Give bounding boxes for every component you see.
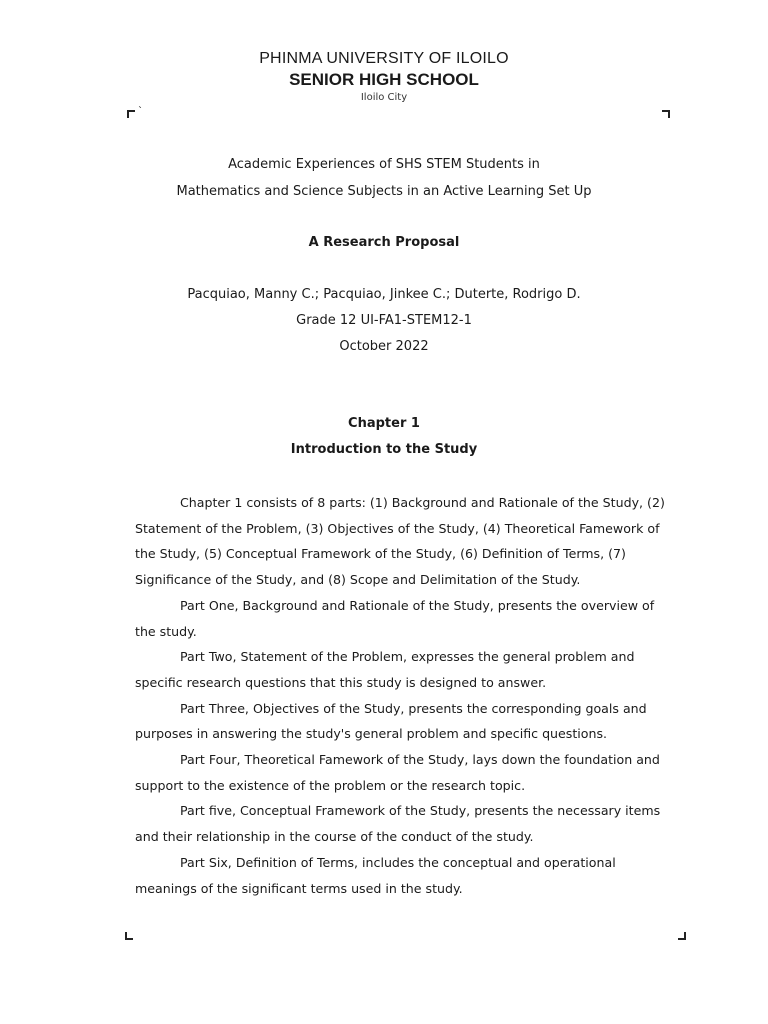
grade-section: Grade 12 UI-FA1-STEM12-1 (296, 313, 472, 328)
city-name: Iloilo City (360, 92, 408, 103)
paragraph: Part Three, Objectives of the Study, presents the corresponding goals and purposes in answering the study's general problem and specific questions. (135, 700, 647, 742)
chapter-number: Chapter 1 (348, 416, 420, 431)
paragraph: Part five, Conceptual Framework of the Study, presents the necessary items and their relationship in the course of the conduct of the study. (135, 803, 661, 845)
crop-mark-top-left (127, 110, 135, 118)
paragraph: Part Six, Definition of Terms, includes the conceptual and operational meanings of the significant terms used in the study. (135, 854, 616, 896)
paragraph: Chapter 1 consists of 8 parts: (1) Background and Rationale of the Study, (2) Statement of the Problem, (3) Objectives of the Study, (4) Theoretical Famework of the Study, (5) Conceptual Framework of the Study, (6) Definition of Terms, (7) Significance of the Study, and (8) Scope and Delimitation of the Study. (135, 495, 665, 588)
title-line-2: Mathematics and Science Subjects in an Active Learning Set Up (176, 184, 592, 199)
author-names: Pacquiao, Manny C.; Pacquiao, Jinkee C.; Duterte, Rodrigo D. (187, 287, 581, 302)
body-text (135, 490, 675, 901)
document-date: October 2022 (339, 339, 429, 354)
paragraph: Part Four, Theoretical Famework of the Study, lays down the foundation and support to the existence of the problem or the research topic. (135, 752, 660, 793)
crop-mark-bottom-left (125, 932, 133, 940)
title-line-1: Academic Experiences of SHS STEM Students in (228, 157, 540, 172)
university-name: PHINMA UNIVERSITY OF ILOILO (259, 50, 509, 67)
document-type: A Research Proposal (308, 235, 460, 250)
paragraph: Part Two, Statement of the Problem, expresses the general problem and specific research questions that this study is designed to answer. (135, 649, 635, 690)
stray-mark: ` (138, 106, 143, 117)
paragraph: Part One, Background and Rationale of the Study, presents the overview of the study. (135, 597, 655, 639)
crop-mark-top-right (662, 110, 670, 118)
crop-mark-bottom-right (678, 932, 686, 940)
chapter-title: Introduction to the Study (290, 442, 478, 457)
school-name: SENIOR HIGH SCHOOL (289, 70, 479, 89)
